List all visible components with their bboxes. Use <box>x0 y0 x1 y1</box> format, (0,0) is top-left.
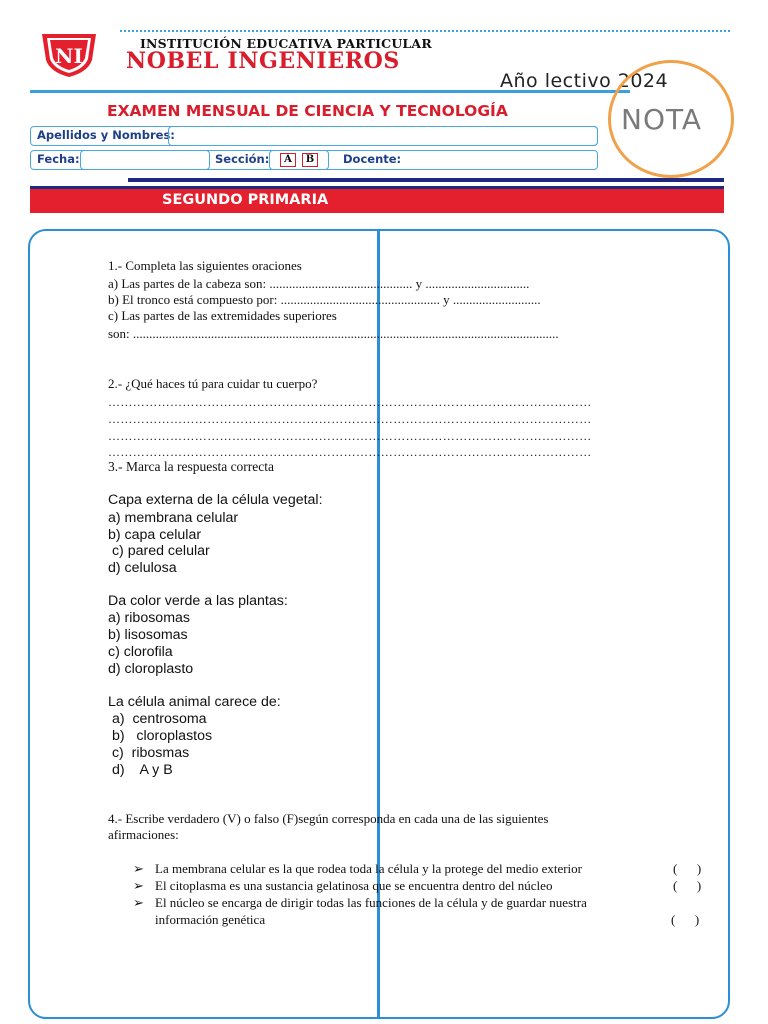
names-field[interactable] <box>168 126 598 146</box>
q2-title: 2.- ¿Qué haces tú para cuidar tu cuerpo? <box>108 376 318 391</box>
q2-answer-line[interactable]: ……………………………………………………………………………………………………… <box>108 429 592 443</box>
school-logo <box>38 30 100 78</box>
q3-option[interactable]: a) ribosomas <box>108 610 191 626</box>
exam-title: EXAMEN MENSUAL DE CIENCIA Y TECNOLOGÍA <box>107 102 508 120</box>
date-field[interactable] <box>80 150 210 170</box>
q3-option[interactable]: a) centrosoma <box>108 711 207 727</box>
header-dotted-rule <box>120 30 730 34</box>
q4-bullet-icon: ➢ <box>133 895 144 910</box>
q1-item-a: a) Las partes de la cabeza son: ............................................ y ................................ <box>108 276 530 291</box>
q4-title-cont: afirmaciones: <box>108 827 179 842</box>
q3-option[interactable]: b) capa celular <box>108 527 202 543</box>
q4-answer-box[interactable]: ( ) <box>671 912 700 927</box>
school-year: Año lectivo 2024 <box>500 70 669 92</box>
names-label: Apellidos y Nombres: <box>37 128 175 142</box>
q3-prompt-2: Da color verde a las plantas: <box>108 593 288 609</box>
q3-option[interactable]: b) lisosomas <box>108 627 188 643</box>
grade-banner <box>30 189 724 213</box>
section-label: Sección: <box>215 152 270 166</box>
q4-title: 4.- Escribe verdadero (V) o falso (F)según corresponda en cada una de las siguientes <box>108 811 549 826</box>
q3-option[interactable]: b) cloroplastos <box>108 728 213 744</box>
header-band-navy <box>128 178 724 182</box>
q1-item-c: c) Las partes de las extremidades superiores <box>108 308 337 323</box>
q4-statement-2: El citoplasma es una sustancia gelatinosa que se encuentra dentro del núcleo <box>155 878 553 893</box>
q4-statement-3: El núcleo se encarga de dirigir todas las funciones de la célula y de guardar nuestra <box>155 895 587 910</box>
q3-option[interactable]: d) cloroplasto <box>108 661 194 677</box>
q3-option[interactable]: c) clorofila <box>108 644 173 660</box>
grade-label: NOTA <box>621 103 703 136</box>
institution-name: NOBEL INGENIEROS <box>126 48 400 74</box>
q3-option[interactable]: a) membrana celular <box>108 510 239 526</box>
section-b-box[interactable]: B <box>302 153 318 167</box>
q4-answer-box[interactable]: ( ) <box>673 878 702 893</box>
q3-title: 3.- Marca la respuesta correcta <box>108 459 275 474</box>
q2-answer-line[interactable]: ……………………………………………………………………………………………………… <box>108 445 592 459</box>
q4-statement-3-cont: información genética <box>155 912 266 927</box>
q1-title: 1.- Completa las siguientes oraciones <box>108 258 302 273</box>
q3-option[interactable]: c) ribosmas <box>108 745 190 761</box>
q1-item-c-cont: son: ................................................................................................................................... <box>108 326 559 341</box>
q1-item-b: b) El tronco está compuesto por: ................................................. y ........................... <box>108 292 541 307</box>
section-a-box[interactable]: A <box>280 153 296 167</box>
q3-option[interactable]: d) A y B <box>108 762 173 778</box>
section-field <box>269 150 329 170</box>
q4-bullet-icon: ➢ <box>133 878 144 893</box>
q3-prompt-1: Capa externa de la célula vegetal: <box>108 492 323 508</box>
logo-text: NI <box>55 44 83 68</box>
q4-bullet-icon: ➢ <box>133 861 144 876</box>
q2-answer-line[interactable]: ……………………………………………………………………………………………………… <box>108 412 592 426</box>
info-row <box>30 150 598 170</box>
teacher-field[interactable] <box>335 150 598 170</box>
q4-answer-box[interactable]: ( ) <box>673 861 702 876</box>
names-row <box>30 126 598 146</box>
q4-statement-1: La membrana celular es la que rodea toda la célula y la protege del medio exterior <box>155 861 582 876</box>
teacher-label: Docente: <box>343 152 402 166</box>
institution-type: INSTITUCIÓN EDUCATIVA PARTICULAR <box>140 36 432 51</box>
q3-option[interactable]: c) pared celular <box>108 543 210 559</box>
q3-option[interactable]: d) celulosa <box>108 560 177 576</box>
date-label: Fecha: <box>37 152 80 166</box>
q2-answer-line[interactable]: ……………………………………………………………………………………………………… <box>108 395 592 409</box>
grade-level: SEGUNDO PRIMARIA <box>162 192 329 208</box>
q3-prompt-3: La célula animal carece de: <box>108 694 281 710</box>
